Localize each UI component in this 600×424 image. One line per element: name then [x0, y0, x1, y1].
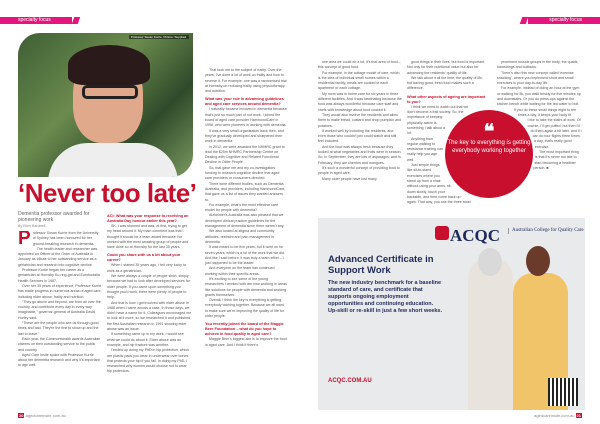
paragraph: prominent muscle groups in the body, the quads, hamstrings and buttocks. [497, 60, 579, 70]
paragraph: Each year, the Commonwealth awards Australian citizens on their outstanding service to the public and country. [18, 336, 101, 352]
paragraph: It's exciting to see some of the young researchers I worked with are now working in areas like solutions for people with dementia and working grants themselves. [205, 276, 287, 297]
article-title: ‘Never too late’ [18, 178, 197, 208]
paragraph: There were different bodies, such as Dementia Australia, and providers, including HammondCare, that gave us a list of issues they wanted answers to. [205, 181, 286, 202]
paragraph: And everyone on the team has continued working within their specific areas. [205, 266, 275, 276]
paragraph-group [407, 60, 489, 92]
paragraph: Just simple things like sit-to-stand exercises where you stand up from a chair without using your arms, sit down slowly, touch your backside, and then come back up again. That way, you use the three most [407, 163, 471, 205]
paragraph: good things in their lives, but food is important. Not only for their nutritional value but also for advancing the residents' quality of life. [407, 60, 486, 75]
paragraph-group [107, 263, 192, 374]
photo-hair [68, 45, 150, 85]
paragraph-group [205, 68, 287, 94]
paragraph: It was a very small organisation back then, and they've gradually developed and sharpened their work in dementia. [205, 128, 284, 144]
paragraph: And the food was always fresh because they looked at what vegetables and fruits were in season. So, in September, they are lots of asparagus, and in February, they are cherries and mangoes. [318, 144, 402, 165]
paragraph: Aged Care Insite spoke with Professor Kurrle about her dementia research and why it's important to age well. [18, 352, 100, 368]
photo-credit: Professor Susan Kurrle. Picture: Supplied. [130, 35, 187, 39]
ad-headline: Advanced Certificate in Support Work [328, 254, 434, 276]
paragraph: We were always a couple of people short, simply because we had to look after developed services for older people. If you came upon something you thought you'd work, there were plenty of people to help. [107, 274, 190, 300]
byline: By Ellen Hardwell [18, 224, 46, 228]
section-tag-accent [72, 17, 81, 24]
pull-quote [445, 110, 533, 198]
ad-photo-elderly-woman [468, 258, 513, 410]
paragraph: “These are the people who see us through good times and bad. They're the first to show up and the last to leave.” [18, 321, 99, 336]
photo-body [48, 143, 178, 177]
qr-code-icon[interactable] [548, 378, 578, 406]
footer-site: agedcareinsite.com.au [25, 413, 66, 418]
paragraph: When I started 35 years ago, I felt very lucky to work as a geriatrician. [107, 263, 186, 273]
ad-body: The new industry benchmark for a baseline standard of care, and certificate that supports ongoing employment opportunities and continuing education. Up-skill or re-skill in just a few short weeks. [328, 280, 443, 314]
paragraph: That took me to the subject of frailty. Over the years, I've done a lot of work on frailty and how to reverse it. For example, one was a randomised trial at Hornsby on reducing frailty using physiotherapy and nutrition. [205, 68, 287, 94]
paragraph: We also looked at stigma and community attitudes, restraint and pain management in dementia. [205, 229, 275, 244]
paragraph: rofessor Susan Kurrle from the University of Sydney has been honoured for her ground-breaking research in dementia. [32, 231, 99, 246]
paragraph: “They go above and beyond, are from all over the country, and contribute every day in every way imaginable,” governor-general of Australia David Hurley said. [18, 299, 101, 320]
drop-cap: P [18, 231, 31, 249]
column-2 [107, 211, 192, 409]
footer-site: agedcareinsite.com.au [534, 413, 575, 418]
column-1 [18, 231, 102, 409]
column-4 [318, 60, 402, 215]
paragraph-group [205, 107, 287, 319]
ad-brand: ACQC [450, 226, 501, 245]
paragraph: I like to take the stairs at work. Of course, I'll get puffed, but then I'll do them again a bit later, and if I can do four flights three times a day, that's really good exercise. [527, 118, 582, 149]
paragraph: So, that gave me and my co-investigators funding to research cognitive decline that aged care providers or consumers directed. [205, 165, 280, 181]
paragraph: Overall, I think the key is everything is getting everybody working together. Because we all want to make sure we're improving the quality of life for older people. [205, 298, 284, 319]
paragraph: We talk about it all the time, the quality of life, but having good, fresh food makes such a difference. [407, 75, 484, 91]
paragraph: one area we could do a lot, it's that area of food – this concept of good food. [318, 60, 401, 70]
paragraph: It worked well by including the residents, and even those who couldn't join could watch and still feel included. [318, 128, 397, 144]
paragraph: I think we need to watch out that we don't become a frail society. So, the importance of keeping physically active is something I talk about a lot. [407, 104, 469, 136]
question-heading: ACI: What was your response to receiving an Australia Day honour earlier this year? [107, 214, 189, 223]
column-3 [205, 68, 287, 410]
paragraph: They would also involve the residents and allow them to make bread, custard and chop pumpkin and potatoes. [318, 112, 402, 128]
paragraph: Professor Kurrle began her career as a geriatrician at Hornsby Ku-ring-gai and Eurobodalla Health Services in 1987. [18, 268, 100, 283]
paragraph-group [18, 231, 102, 369]
paragraph: It's such a wonderful concept of providing food to people in aged care. [318, 165, 400, 176]
paragraph: For example, in the cottage model of care, which is the idea of individual small homes within a residential facility, meals are cooked in each apartment or each cottage. [318, 70, 400, 91]
footer-right [534, 413, 582, 418]
section-tag: specialty focus [0, 17, 72, 24]
ad-url[interactable]: ACQC.COM.AU [328, 378, 372, 384]
paragraph: I naturally became involved in dementia because that's just so much part of our work. I joined the board of aged care provider HammondCare in 1998, who were pioneers in working with dementia. [205, 107, 287, 128]
ad-photo-head [526, 246, 550, 276]
acqc-advert[interactable] [318, 218, 585, 410]
paragraph: It was meant to be five years, but it went on for seven years, which is a lot of the work that we did. And like I said before, it was truly a team effort – I just happened to be the leader. [205, 245, 285, 266]
paragraph: My mom was in home care for six years in three different facilities. And it was fascinating because the food was always wonderful because care staff and chefs with knowledge about food cooked it. [318, 91, 402, 112]
paragraph: SK: I was stunned and was, at first, trying to get my head around it. My main comment was that I thought it should be a team award because I've worked with the most amazing group of people and have done so at Hornsby for the last 35 years. [107, 224, 189, 250]
question-heading: Could you share with us a bit about your career? [107, 253, 181, 263]
photo-glasses [82, 85, 138, 99]
portrait-photo [18, 33, 193, 177]
paragraph: For example, what's the most effective care model for people with dementia? [205, 202, 279, 213]
paragraph: Maggie Beer's biggest aim is to improve the food in aged care. And I think if there's [205, 337, 287, 347]
article-subtitle: Dementia professor awarded for pioneering work [18, 211, 90, 223]
ad-photo-head [478, 248, 502, 276]
page-number: 20 [19, 413, 24, 418]
question-heading: You recently joined the board of the Maggie Beer Foundation – what do you hope to achieve in food quality in aged care? [205, 322, 284, 337]
paragraph: And that is how I got involved with elder abuse in 1988 when I came across a case. In those days, we didn't have a name for it. Colleagues encouraged me to look at it more, so we researched it and published the first Australian research in 1991 showing elder abuse was an issue. [107, 300, 192, 332]
paragraph: The most important thing is that it's never too late to start becoming a healthier person. ■ [533, 150, 579, 170]
acqc-logo-icon [435, 226, 449, 240]
paragraph: There's also this new concept called 'exercise snacking', where you implement short and small exercises in your day-to-day life. [497, 70, 574, 86]
paragraph-group [318, 60, 402, 182]
paragraph: The health leader and researcher was appointed an Officer of the Order of Australia in January as tribute to her outstanding service as a geriatrician and research into cognitive decline. [18, 246, 98, 267]
ad-brand-full: Australian College for Quality Care [508, 228, 584, 234]
footer-left [18, 413, 66, 418]
pull-quote-text: The key to everything is getting everybody working together [447, 140, 531, 154]
question-heading: What other aspects of ageing are important to you? [407, 94, 486, 104]
paragraph: Anything from regular walking to resistance training can really help you age well. [407, 136, 443, 162]
paragraph: Over her 35 years of experience, Professor Kurrle has made progress in numerous areas of aged care, including elder abuse, frailty and nutrition. [18, 283, 102, 299]
paragraph: Many older people have lost many [322, 176, 377, 181]
paragraph-group [107, 224, 192, 250]
paragraph: For example, instead of doing an hour at the gym or walking for 5k, you walk briskly for five minutes up and downstairs. Or you do press-ups against the kitchen bench while waiting for the tea water to boil. [497, 86, 581, 107]
section-tag-accent-right [520, 17, 529, 24]
page-number: 21 [576, 413, 581, 418]
paragraph: If something came up in my work, I would see what we could do about it. Elder abuse was an example, and hip fracture was another. [107, 332, 184, 347]
paragraph: Alzheimer's Australia was also pleased that we developed clinical practice guidelines for the management of dementia since there weren't any. [205, 213, 285, 229]
question-heading: What was your role in advancing guidelines and aged care services around dementia? [205, 97, 284, 107]
paragraph: If you do these small things eight to ten times a day, it keeps your body fit. [513, 107, 577, 117]
paragraph: In 2012, we were awarded the NHMRC grant to lead the $25m NHMRC Partnership Centre on Dealing with Cognitive and Related Functional Decline in Older People. [205, 144, 285, 165]
section-tag-right: specialty focus [528, 17, 600, 24]
quote-marks-icon: ❝ [483, 121, 495, 143]
paragraph-group [205, 337, 287, 348]
paragraph: I ended up doing my PhD in hip protection, which are plastic pads you wear in underwear over bones that protects your hip if you fall. In doing my PhD, I researched why women would choose not to wear hip protectors. [107, 348, 190, 374]
